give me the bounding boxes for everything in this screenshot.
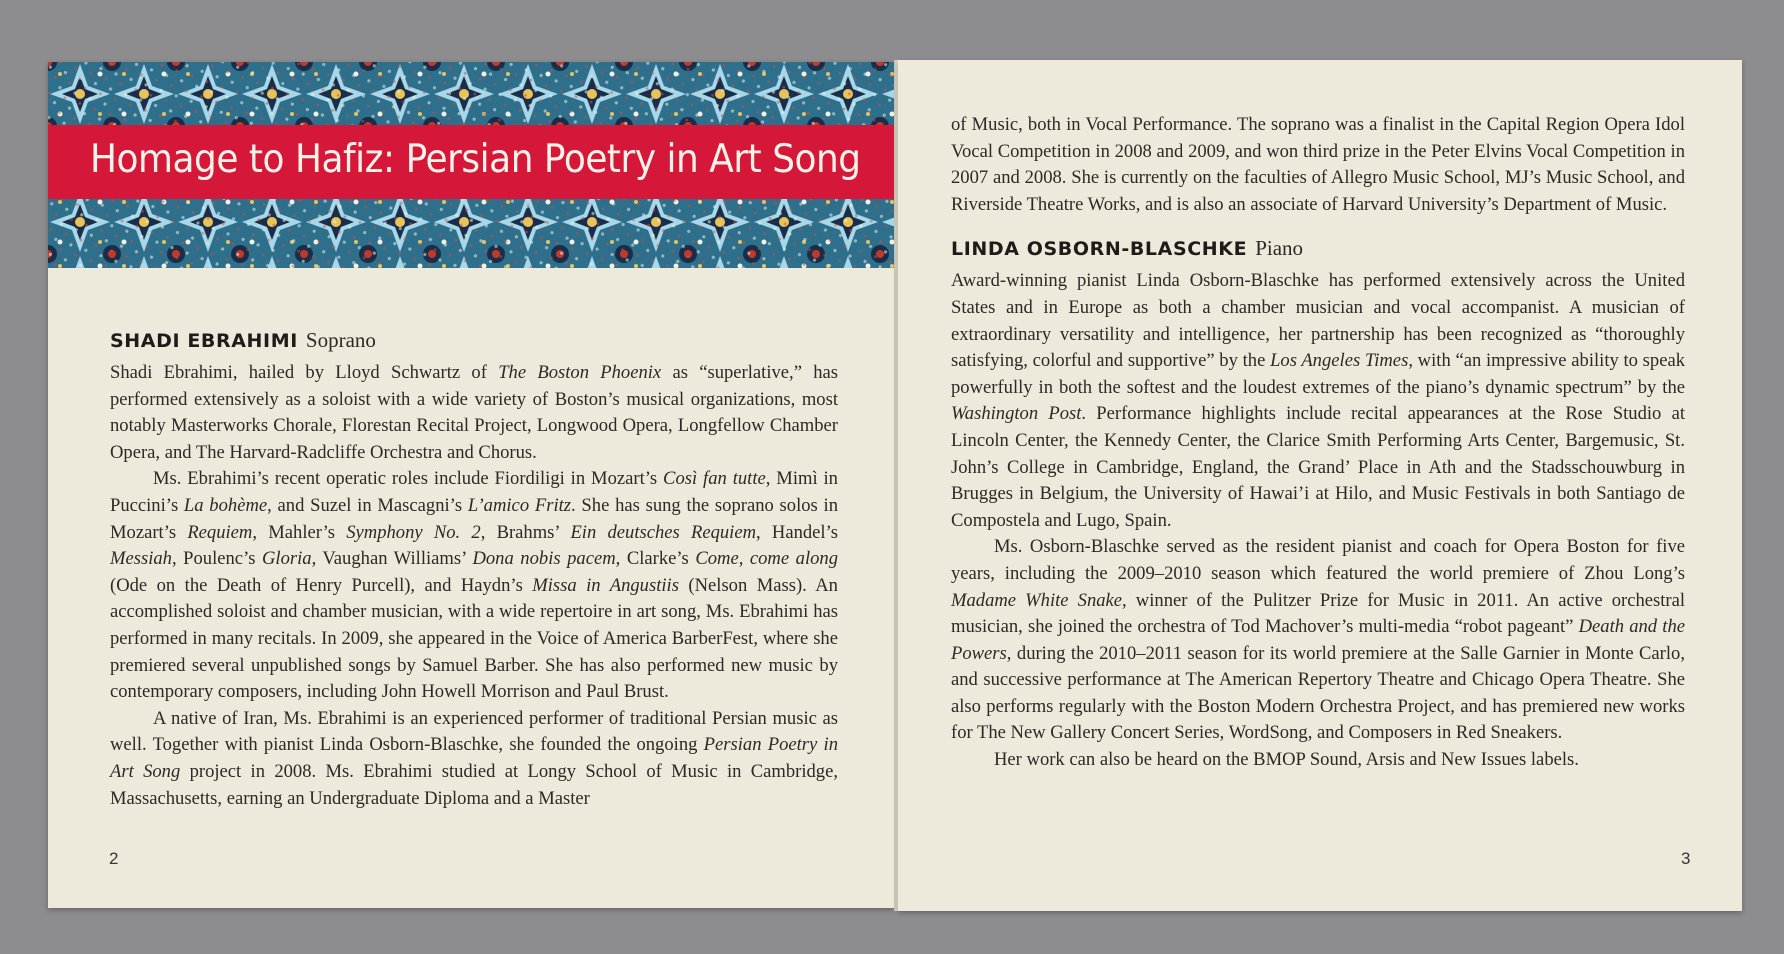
booklet-title: Homage to Hafiz: Persian Poetry in Art Song — [90, 137, 861, 182]
page-number: 3 — [1681, 849, 1691, 868]
title-banner — [48, 62, 894, 268]
italic-title: L’amico Fritz — [467, 494, 572, 516]
performer-role: Soprano — [305, 328, 376, 352]
italic-title: Los Angeles Times — [1270, 350, 1409, 372]
bio-paragraph — [951, 747, 1685, 774]
text-run: (Ode on the Death of Henry Purcell), and Haydn’s — [110, 574, 533, 596]
italic-title: Come, come along — [695, 548, 838, 570]
italic-title: Requiem — [187, 521, 253, 543]
text-run: (Nelson Mass). An accomplished soloist and chamber musician, with a wide repertoire in art song, Ms. Ebrahimi has performed in many recitals. In 2009, she appeared in the Voice of America BarberFest, where she premiered several unpublished songs by Samuel Barber. She has also performed new music by contemporary composers, including John Howell Morrison and Paul Brust. — [110, 574, 838, 703]
performer-name: SHADI EBRAHIMI — [110, 330, 298, 352]
text-run: , with “an impressive ability to speak powerfully in both the softest and the loudest extremes of the piano’s dynamic spectrum” by the — [951, 350, 1686, 398]
italic-title: Washington Post — [951, 403, 1082, 425]
text-run: , Handel’s — [756, 521, 838, 543]
right-page-text — [951, 112, 1685, 774]
text-run: Shadi Ebrahimi, hailed by Lloyd Schwartz of — [110, 362, 499, 383]
right-page — [898, 60, 1742, 911]
text-run: of Music, both in Vocal Performance. The soprano was a finalist in the Capital Region Opera Idol Vocal Competition in 2008 and 2009, and won third prize in the Peter Elvins Vocal Competition in 2007 and 2008. She is currently on the faculties of Allegro Music School, MJ’s Music School, and Riverside Theatre Works, and is also an associate of Harvard University’s Department of Music. — [951, 114, 1685, 215]
italic-title: Messiah — [110, 548, 172, 570]
text-run: , Clarke’s — [615, 548, 696, 570]
text-run: project in 2008. Ms. Ebrahimi studied at Longy School of Music in Cambridge, Massachusetts, earning an Undergraduate Diploma and a Master — [110, 760, 838, 809]
italic-title: Gloria — [262, 548, 312, 570]
text-run: as “superlative,” has performed extensively as a soloist with a wide variety of Boston’s musical organizations, most notably Masterworks Chorale, Florestan Recital Project, Longwood Opera, Longfellow Chamber Opera, and The Harvard-Radcliffe Orchestra and Chorus. — [110, 362, 838, 463]
performer-name: LINDA OSBORN-BLASCHKE — [951, 238, 1248, 261]
text-run: , winner of the Pulitzer Prize for Music in 2011. An active orchestral musician, she joined the orchestra of Tod Machover’s multi-media “robot pageant” — [951, 589, 1686, 638]
performer-role: Piano — [1255, 236, 1304, 261]
text-run: , and Suzel in Mascagni’s — [267, 494, 468, 516]
italic-title: The Boston Phoenix — [498, 362, 662, 383]
performer-heading-ebrahimi — [110, 325, 838, 357]
bio-paragraph — [951, 268, 1685, 534]
text-run: A native of Iran, Ms. Ebrahimi is an experienced performer of traditional Persian music as well. Together with pianist Linda Osborn-Blaschke, she founded the ongoing — [110, 707, 838, 756]
bio-paragraph — [110, 466, 838, 705]
text-run: Ms. Osborn-Blaschke served as the resident pianist and coach for Opera Boston for five years, including the 2009–2010 season which featured the world premiere of Zhou Long’s — [951, 536, 1685, 584]
performer-heading-osborn-blaschke — [951, 233, 1685, 265]
text-run: , Poulenc’s — [171, 548, 262, 570]
italic-title: Così fan tutte — [663, 468, 766, 490]
left-page-text — [110, 325, 838, 812]
italic-title: Death and the Powers — [951, 616, 1685, 664]
bio-paragraph — [110, 706, 838, 812]
text-run: Her work can also be heard on the BMOP Sound, Arsis and New Issues labels. — [994, 749, 1579, 771]
left-page — [48, 62, 894, 908]
bio-continuation — [951, 112, 1685, 218]
italic-title: Missa in Angustiis — [532, 574, 679, 596]
text-run: , Mahler’s — [252, 521, 347, 543]
text-run: , Mimì in Puccini’s — [110, 468, 838, 516]
text-run: , Brahms’ — [480, 521, 571, 543]
bio-paragraph — [951, 534, 1685, 747]
text-run: , Vaughan Williams’ — [311, 548, 473, 570]
text-run: . She has sung the soprano solos in Mozart’s — [110, 494, 838, 543]
page-number: 2 — [109, 849, 119, 868]
bio-paragraph — [110, 360, 838, 466]
italic-title: Persian Poetry in Art Song — [110, 734, 838, 782]
text-run: , during the 2010–2011 season for its world premiere at the Salle Garnier in Monte Carlo, and successive performance at The American Repertory Theatre and Chicago Opera Theatre. She also performs regularly with the Boston Modern Orchestra Project, and has premiered new works for The New Gallery Concert Series, WordSong, and Composers in Red Sneakers. — [951, 642, 1685, 744]
italic-title: La bohème — [183, 494, 268, 516]
text-run: Ms. Ebrahimi’s recent operatic roles include Fiordiligi in Mozart’s — [153, 468, 664, 490]
text-run: Award-winning pianist Linda Osborn-Blaschke has performed extensively across the United States and in Europe as both a chamber musician and vocal accompanist. A musician of extraordinary versatility and intelligence, her partnership has been recognized as “thoroughly satisfying, colorful and supportive” by the — [951, 270, 1685, 372]
text-run: . Performance highlights include recital appearances at the Rose Studio at Lincoln Center, the Kennedy Center, the Clarice Smith Performing Arts Center, Bargemusic, St. John’s College in Cambridge, England, the Grand’ Place in Ath and the Stadsschouwburg in Brugges in Belgium, the University of Hawai’i at Hilo, and Music Festivals in both Santiago de Compostela and Lugo, Spain. — [951, 403, 1685, 531]
italic-title: Dona nobis pacem — [472, 548, 616, 570]
italic-title: Symphony No. 2 — [346, 521, 481, 543]
title-band — [48, 125, 894, 199]
italic-title: Madame White Snake — [951, 589, 1123, 611]
italic-title: Ein deutsches Requiem — [570, 521, 757, 543]
